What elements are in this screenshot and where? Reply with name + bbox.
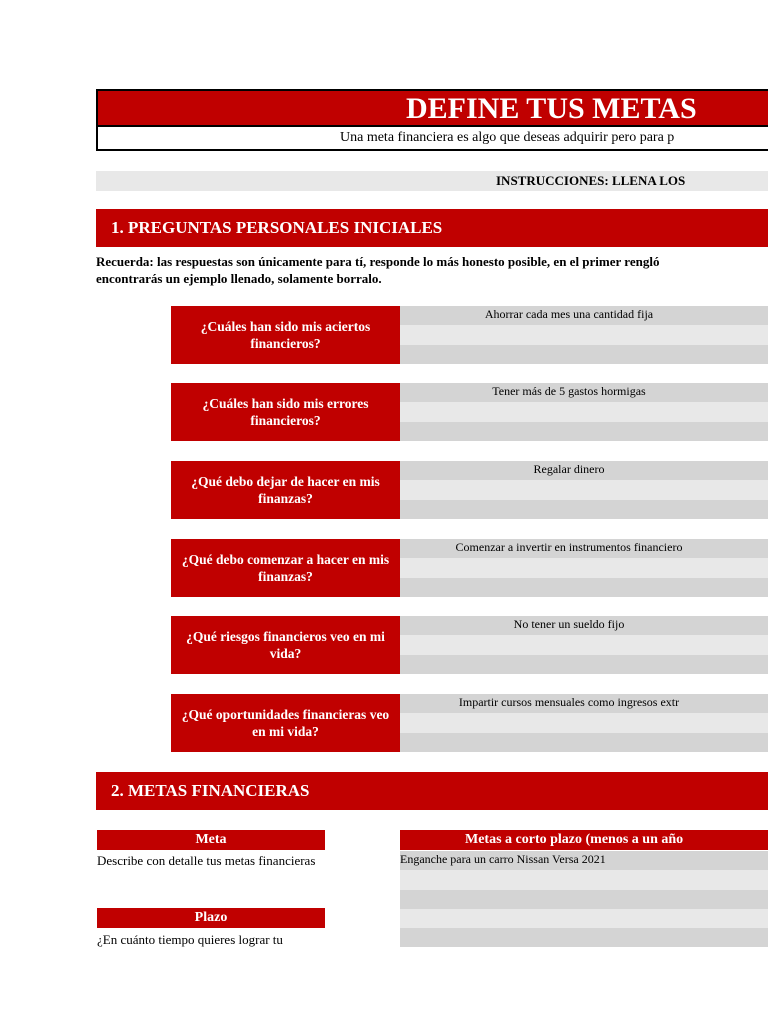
plazo-description: ¿En cuánto tiempo quieres lograr tu	[97, 932, 283, 947]
answer-cell[interactable]	[400, 500, 768, 519]
answer-rows	[400, 539, 768, 597]
instructions-bar: INSTRUCCIONES: LLENA LOS	[96, 171, 768, 191]
question-label: ¿Qué riesgos financieros veo en mi vida?	[171, 616, 400, 674]
answer-cell[interactable]	[400, 345, 768, 364]
question-block-aciertos	[171, 306, 768, 364]
answer-cell[interactable]: No tener un sueldo fijo	[400, 616, 768, 635]
answer-rows	[400, 306, 768, 364]
question-block-comenzar	[171, 539, 768, 597]
short-term-goals-rows	[400, 851, 768, 947]
short-term-goals-header: Metas a corto plazo (menos a un año	[400, 830, 768, 850]
meta-header: Meta	[97, 830, 325, 850]
page-subtitle: Una meta financiera es algo que deseas adquirir pero para p	[96, 127, 768, 151]
plazo-header: Plazo	[97, 908, 325, 928]
answer-rows	[400, 461, 768, 519]
goal-cell[interactable]	[400, 890, 768, 909]
reminder-line-1: Recuerda: las respuestas son únicamente para tí, responde lo más honesto posible, en el primer rengló	[96, 254, 660, 269]
answer-cell[interactable]	[400, 402, 768, 421]
reminder-text	[96, 253, 768, 287]
answer-cell[interactable]: Tener más de 5 gastos hormigas	[400, 383, 768, 402]
page-title: DEFINE TUS METAS	[96, 89, 768, 127]
question-label: ¿Cuáles han sido mis errores financieros?	[171, 383, 400, 441]
question-label: ¿Qué debo comenzar a hacer en mis finanzas?	[171, 539, 400, 597]
question-block-riesgos	[171, 616, 768, 674]
answer-cell[interactable]	[400, 733, 768, 752]
question-label: ¿Cuáles han sido mis aciertos financieros?	[171, 306, 400, 364]
answer-rows	[400, 694, 768, 752]
question-label: ¿Qué oportunidades financieras veo en mi vida?	[171, 694, 400, 752]
question-label: ¿Qué debo dejar de hacer en mis finanzas?	[171, 461, 400, 519]
meta-description: Describe con detalle tus metas financieras	[97, 853, 316, 868]
goal-cell[interactable]	[400, 909, 768, 928]
answer-cell[interactable]	[400, 578, 768, 597]
section-1-header: 1. PREGUNTAS PERSONALES INICIALES	[96, 209, 768, 247]
answer-cell[interactable]	[400, 422, 768, 441]
answer-cell[interactable]: Ahorrar cada mes una cantidad fija	[400, 306, 768, 325]
answer-cell[interactable]: Regalar dinero	[400, 461, 768, 480]
goal-cell[interactable]	[400, 870, 768, 889]
answer-cell[interactable]: Impartir cursos mensuales como ingresos extr	[400, 694, 768, 713]
answer-cell[interactable]	[400, 655, 768, 674]
answer-rows	[400, 383, 768, 441]
question-block-errores	[171, 383, 768, 441]
answer-rows	[400, 616, 768, 674]
question-block-dejar	[171, 461, 768, 519]
reminder-line-2: encontrarás un ejemplo llenado, solamente borralo.	[96, 271, 382, 286]
answer-cell[interactable]: Comenzar a invertir en instrumentos financiero	[400, 539, 768, 558]
goal-cell[interactable]	[400, 928, 768, 947]
answer-cell[interactable]	[400, 325, 768, 344]
answer-cell[interactable]	[400, 713, 768, 732]
answer-cell[interactable]	[400, 558, 768, 577]
section-2-header: 2. METAS FINANCIERAS	[96, 772, 768, 810]
goal-cell[interactable]: Enganche para un carro Nissan Versa 2021	[400, 851, 768, 870]
answer-cell[interactable]	[400, 480, 768, 499]
question-block-oportunidades	[171, 694, 768, 752]
answer-cell[interactable]	[400, 635, 768, 654]
